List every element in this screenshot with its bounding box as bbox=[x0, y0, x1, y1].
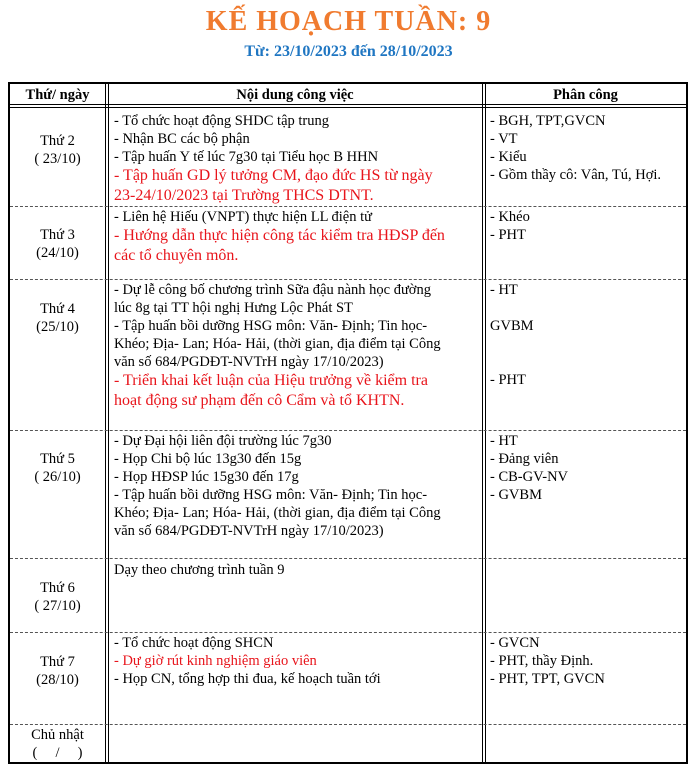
date-range: Từ: 23/10/2023 đến 28/10/2023 bbox=[244, 43, 453, 60]
day-name: Thứ 5 bbox=[40, 451, 75, 467]
assignee: - GVBM bbox=[490, 487, 542, 503]
content-cell bbox=[114, 432, 482, 540]
day-name: Thứ 7 bbox=[40, 654, 75, 670]
task-line: - Tập huấn bồi dưỡng HSG môn: Văn- Định; Tin học- bbox=[114, 487, 428, 503]
assignee: GVBM bbox=[490, 318, 534, 334]
schedule-table bbox=[8, 82, 688, 764]
row-divider bbox=[10, 558, 686, 559]
header-day: Thứ/ ngày bbox=[25, 87, 90, 103]
task-line: lúc 8g tại TT hội nghị Hưng Lộc Phát ST bbox=[114, 300, 353, 316]
task-line: - Tập huấn bồi dưỡng HSG môn: Văn- Định; Tin học- bbox=[114, 318, 428, 334]
column-divider bbox=[482, 84, 483, 762]
row-divider bbox=[10, 724, 686, 725]
task-line-highlight: - Tập huấn GD lý tưởng CM, đạo đức HS từ ngày bbox=[114, 167, 433, 184]
day-date: (24/10) bbox=[36, 245, 79, 261]
task-line: - Nhận BC các bộ phận bbox=[114, 131, 250, 147]
assignee: - CB-GV-NV bbox=[490, 469, 569, 485]
task-line: - Dự lễ công bố chương trình Sữa đậu nành học đường bbox=[114, 282, 431, 298]
content-cell bbox=[114, 208, 482, 266]
assignee: - PHT bbox=[490, 227, 526, 243]
assignee: - HT bbox=[490, 282, 518, 298]
day-cell bbox=[10, 226, 105, 262]
task-line: - Họp HĐSP lúc 15g30 đến 17g bbox=[114, 469, 299, 485]
row-divider bbox=[10, 632, 686, 633]
header-divider bbox=[10, 107, 686, 108]
assignee: - VT bbox=[490, 131, 518, 147]
assignee: - PHT bbox=[490, 372, 526, 388]
day-name: Thứ 4 bbox=[40, 301, 75, 317]
task-line: - Họp CN, tổng hợp thi đua, kế hoạch tuần tới bbox=[114, 671, 381, 687]
task-line: - Tổ chức hoạt động SHDC tập trung bbox=[114, 113, 329, 129]
header-divider bbox=[10, 104, 686, 105]
task-line: - Liên hệ Hiếu (VNPT) thực hiện LL điện tử bbox=[114, 209, 372, 225]
day-date: (25/10) bbox=[36, 319, 79, 335]
task-line-highlight: - Triển khai kết luận của Hiệu trưởng về kiểm tra bbox=[114, 372, 428, 389]
content-cell bbox=[114, 561, 482, 579]
day-cell bbox=[10, 450, 105, 486]
content-cell bbox=[114, 112, 482, 206]
day-date: ( 26/10) bbox=[34, 469, 81, 485]
task-line: văn số 684/PGDĐT-NVTrH ngày 17/10/2023) bbox=[114, 523, 384, 539]
day-name: Thứ 2 bbox=[40, 133, 75, 149]
row-divider bbox=[10, 430, 686, 431]
assign-cell bbox=[490, 281, 686, 389]
assign-cell bbox=[490, 634, 686, 688]
row-divider bbox=[10, 206, 686, 207]
column-divider bbox=[485, 84, 486, 762]
assignee: - Gồm thầy cô: Vân, Tú, Hợi. bbox=[490, 167, 662, 183]
header-content: Nội dung công việc bbox=[236, 87, 354, 103]
assignee: - PHT, thầy Định. bbox=[490, 653, 594, 669]
task-line: - Dự Đại hội liên đội trường lúc 7g30 bbox=[114, 433, 332, 449]
day-name: Thứ 6 bbox=[40, 580, 75, 596]
task-line-highlight: hoạt động sư phạm đến cô Cẩm và tổ KHTN. bbox=[114, 392, 405, 409]
task-line-highlight: - Dự giờ rút kinh nghiệm giáo viên bbox=[114, 653, 317, 669]
task-line: - Tổ chức hoạt động SHCN bbox=[114, 635, 274, 651]
assignee: - Khéo bbox=[490, 209, 530, 225]
day-date: ( 23/10) bbox=[34, 151, 81, 167]
task-line: Khéo; Địa- Lan; Hóa- Hải, (thời gian, địa điểm tại Công bbox=[114, 505, 441, 521]
task-line: văn số 684/PGDĐT-NVTrH ngày 17/10/2023) bbox=[114, 354, 384, 370]
content-cell bbox=[114, 281, 482, 411]
task-line: Dạy theo chương trình tuần 9 bbox=[114, 562, 285, 578]
assignee: - PHT, TPT, GVCN bbox=[490, 671, 605, 687]
day-name: Thứ 3 bbox=[40, 227, 75, 243]
day-cell bbox=[10, 579, 105, 615]
plan-title: KẾ HOẠCH TUẦN: 9 bbox=[205, 6, 492, 37]
task-line: - Tập huấn Y tế lúc 7g30 tại Tiểu học B HHN bbox=[114, 149, 379, 165]
assign-cell bbox=[490, 112, 686, 184]
day-cell bbox=[10, 300, 105, 336]
task-line: Khéo; Địa- Lan; Hóa- Hải, (thời gian, địa điểm tại Công bbox=[114, 336, 441, 352]
assignee: - BGH, TPT,GVCN bbox=[490, 113, 606, 129]
day-cell bbox=[10, 132, 105, 168]
task-line-highlight: các tổ chuyên môn. bbox=[114, 247, 239, 264]
assignee: - Đảng viên bbox=[490, 451, 559, 467]
task-line: - Họp Chi bộ lúc 13g30 đến 15g bbox=[114, 451, 302, 467]
assign-cell bbox=[490, 432, 686, 504]
task-line-highlight: 23-24/10/2023 tại Trường THCS DTNT. bbox=[114, 187, 374, 204]
day-date: ( 27/10) bbox=[34, 598, 81, 614]
assignee: - HT bbox=[490, 433, 518, 449]
task-line-highlight: - Hướng dẫn thực hiện công tác kiểm tra HĐSP đến bbox=[114, 227, 445, 244]
day-cell bbox=[10, 726, 105, 762]
day-name: Chủ nhật bbox=[31, 727, 84, 743]
row-divider bbox=[10, 279, 686, 280]
assignee: - Kiểu bbox=[490, 149, 527, 165]
day-date: (28/10) bbox=[36, 672, 79, 688]
assign-cell bbox=[490, 208, 686, 244]
content-cell bbox=[114, 634, 482, 688]
day-cell bbox=[10, 653, 105, 689]
assignee: - GVCN bbox=[490, 635, 540, 651]
column-divider bbox=[108, 84, 109, 762]
column-divider bbox=[105, 84, 106, 762]
day-date: ( / ) bbox=[32, 745, 83, 761]
header-assign: Phân công bbox=[553, 87, 618, 103]
